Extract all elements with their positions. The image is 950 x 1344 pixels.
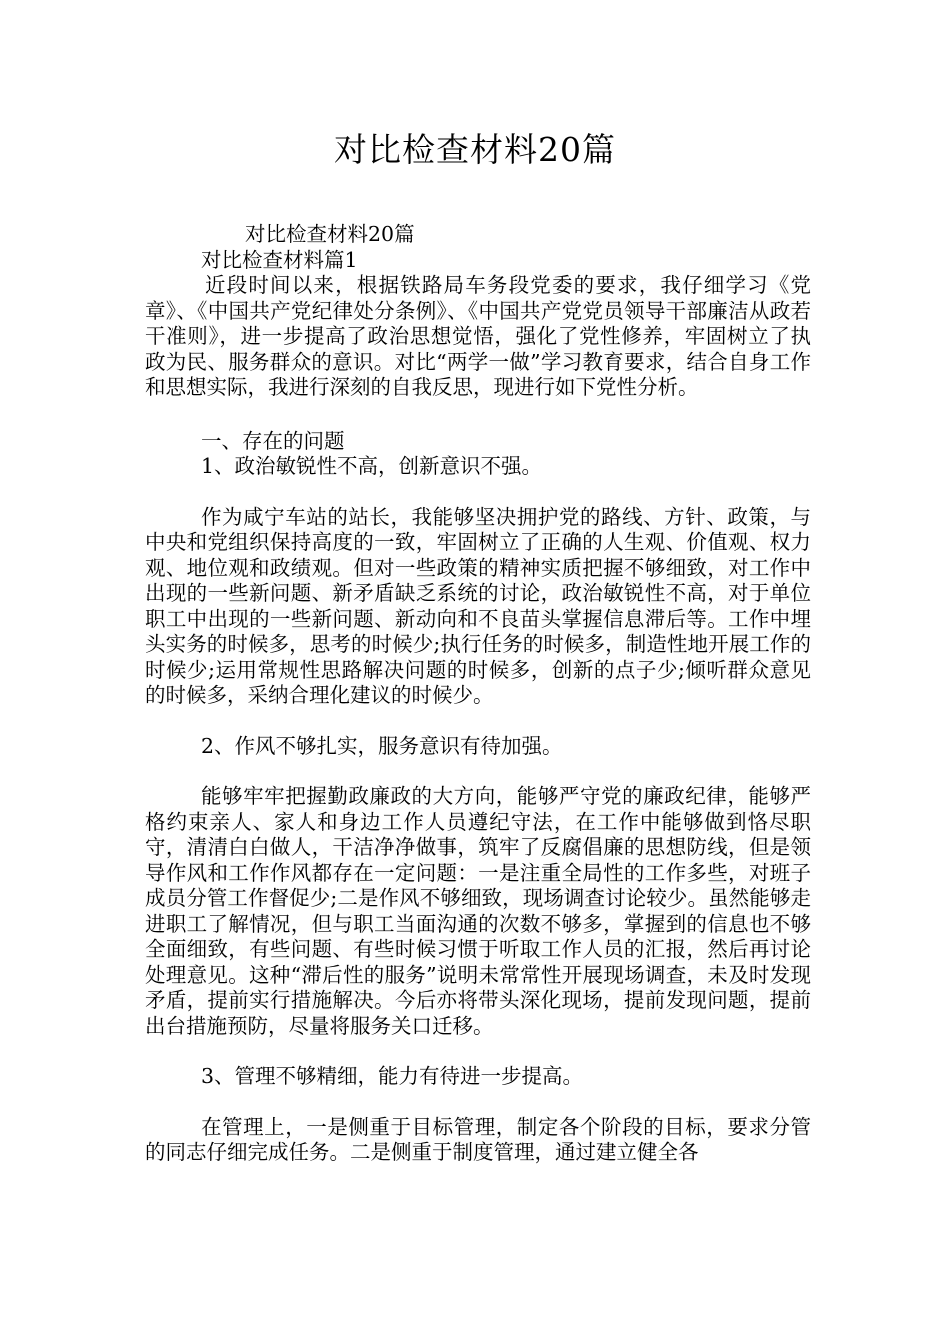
document-body xyxy=(145,222,811,1166)
spacer xyxy=(145,480,811,505)
spacer xyxy=(145,709,811,734)
document-subtitle: 对比检查材料20篇 xyxy=(245,222,415,246)
spacer xyxy=(145,1090,811,1115)
heading-problems: 一、存在的问题 xyxy=(201,428,345,453)
item1-title: 1、政治敏锐性不高，创新意识不强。 xyxy=(201,454,543,478)
document-title: 对比检查材料20篇 xyxy=(334,130,616,169)
spacer xyxy=(145,759,811,784)
item3-body: 在管理上，一是侧重于目标管理，制定各个阶段的目标，要求分管的同志仔细完成任务。二是侧重于制度管理，通过建立健全各 xyxy=(145,1114,811,1164)
item1-body: 作为咸宁车站的站长，我能够坚决拥护党的路线、方针、政策，与中央和党组织保持高度的一致，牢固树立了正确的人生观、价值观、权力观、地位观和政绩观。但对一些政策的精神实质把握不够细致，对工作中出现的一些新问题、新矛盾缺乏系统的讨论，政治敏锐性不高，对于单位职工中出现的一些新问题、新动向和不良苗头掌握信息滞后等。工作中埋头实务的时候多，思考的时候少;执行任务的时候多，制造性地开展工作的时候少;运用常规性思路解决问题的时候多，创新的点子少;倾听群众意见的时候多，采纳合理化建议的时候少。 xyxy=(145,504,811,707)
spacer xyxy=(145,401,811,429)
spacer xyxy=(145,1039,811,1064)
item2-title: 2、作风不够扎实，服务意识有待加强。 xyxy=(201,733,563,758)
item2-body: 能够牢牢把握勤政廉政的大方向，能够严守党的廉政纪律，能够严格约束亲人、家人和身边工作人员遵纪守法，在工作中能够做到恪尽职守，清清白白做人，干洁净净做事，筑牢了反腐倡廉的思想防线，但是领导作风和工作作风都存在一定问题：一是注重全局性的工作多些，对班子成员分管工作督促少;二是作风不够细致，现场调查讨论较少。虽然能够走进职工了解情况，但与职工当面沟通的次数不够多，掌握到的信息也不够全面细致，有些问题、有些时候习惯于听取工作人员的汇报，然后再讨论处理意见。这种“滞后性的服务”说明未常常性开展现场调查，未及时发现矛盾，提前实行措施解决。今后亦将带头深化现场，提前发现问题，提前出台措施预防，尽量将服务关口迁移。 xyxy=(145,784,811,1038)
item3-title: 3、管理不够精细，能力有待进一步提高。 xyxy=(201,1064,584,1088)
section-heading: 对比检查材料篇1 xyxy=(201,247,358,272)
paragraph-intro: 近段时间以来，根据铁路局车务段党委的要求，我仔细学习《党章》、《中国共产党纪律处分条例》、《中国共产党党员领导干部廉洁从政若干准则》，进一步提高了政治思想觉悟，强化了党性修养，牢固树立了执政为民、服务群众的意识。对比“两学一做”学习教育要求，结合自身工作和思想实际，我进行深刻的自我反思，现进行如下党性分析。 xyxy=(145,273,811,399)
